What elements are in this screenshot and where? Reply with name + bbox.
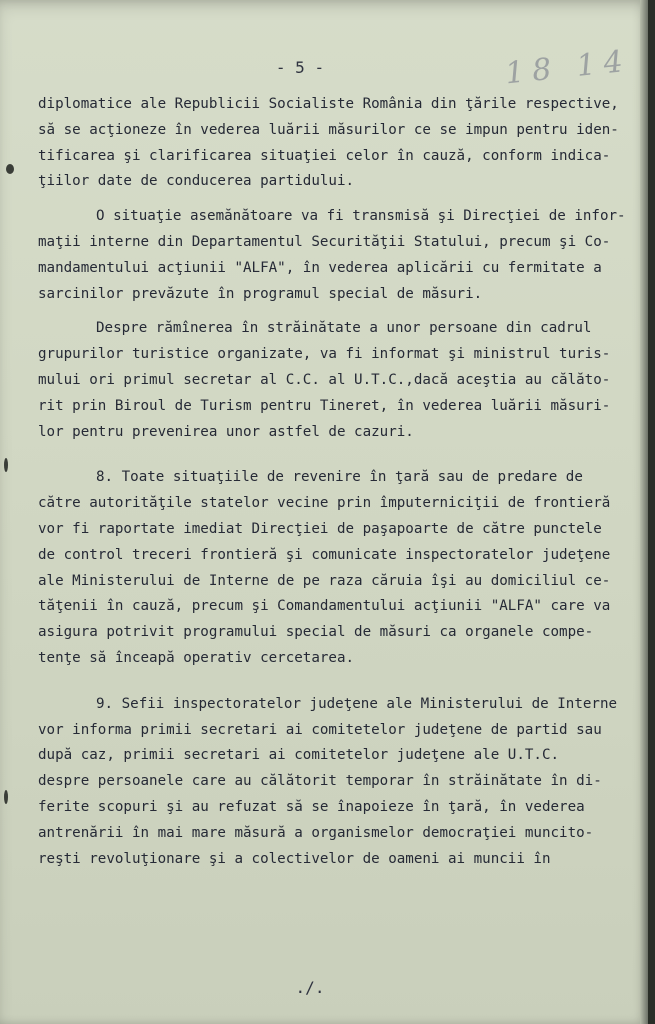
- text-line: Despre rămînerea în străinătate a unor persoane din cadrul: [96, 320, 592, 337]
- text-line: asigura potrivit programului special de măsuri ca organele compe-: [38, 624, 594, 641]
- punch-hole-mark: [4, 458, 8, 472]
- paragraph-gap: [38, 195, 648, 204]
- text-line: tificarea şi clarificarea situaţiei celor în cauză, conform indica-: [38, 147, 611, 164]
- paragraph-gap: [38, 672, 648, 692]
- text-line: ferite scopuri şi au refuzat să se înapoieze în ţară, în vederea: [38, 798, 585, 815]
- paragraph: [38, 316, 648, 445]
- text-line: sarcinilor prevăzute în programul special de măsuri.: [38, 285, 483, 302]
- text-line: maţii interne din Departamentul Securităţii Statului, precum şi Co-: [38, 233, 611, 250]
- text-line: de control treceri frontieră şi comunicate inspectoratelor judeţene: [38, 546, 611, 563]
- text-line: rit prin Biroul de Turism pentru Tineret, în vederea luării măsuri-: [38, 397, 611, 414]
- text-line: antrenării în mai mare măsură a organismelor democraţiei muncito-: [38, 824, 594, 841]
- page-number: - 5 -: [275, 58, 325, 77]
- paragraph: [38, 92, 648, 195]
- text-line: tenţe să înceapă operativ cercetarea.: [38, 649, 355, 666]
- text-line: ţiilor date de conducerea partidului.: [38, 173, 355, 190]
- text-line: către autorităţile statelor vecine prin împuterniciţii de frontieră: [38, 495, 611, 512]
- text-line: despre persoanele care au călătorit temporar în străinătate în di-: [38, 773, 602, 790]
- text-line: tăţenii în cauză, precum şi Comandamentului acţiunii "ALFA" care va: [38, 598, 611, 615]
- text-line: vor fi raportate imediat Direcţiei de paşapoarte de către punctele: [38, 520, 602, 537]
- text-line: diplomatice ale Republicii Socialiste România din ţările respective,: [38, 96, 619, 112]
- paragraph: [38, 692, 648, 873]
- text-line: după caz, primii secretari ai comitetelor judeţene ale U.T.C.: [38, 747, 560, 764]
- paragraph: [38, 465, 648, 671]
- paragraph-gap: [38, 445, 648, 465]
- punch-hole-mark: [6, 164, 14, 174]
- handwritten-annotation: 18 14: [503, 43, 633, 92]
- text-line: lor pentru prevenirea unor astfel de cazuri.: [38, 423, 414, 440]
- text-line: mului ori primul secretar al C.C. al U.T.C.,dacă aceştia au călăto-: [38, 371, 611, 388]
- paragraph-gap: [38, 307, 648, 316]
- continuation-mark: ./.: [295, 978, 325, 997]
- paragraph: [38, 204, 648, 307]
- text-line: O situaţie asemănătoare va fi transmisă şi Direcţiei de infor-: [96, 208, 626, 225]
- text-line: vor informa primii secretari ai comitetelor judeţene de partid sau: [38, 721, 602, 738]
- text-line: mandamentului acţiunii "ALFA", în vederea aplicării cu fermitate a: [38, 259, 602, 276]
- text-line: reşti revoluţionare şi a colectivelor de oameni ai muncii în: [38, 850, 551, 867]
- punch-hole-mark: [4, 790, 8, 804]
- document-body: [38, 92, 648, 872]
- text-line: să se acţioneze în vederea luării măsurilor ce se impun pentru iden-: [38, 121, 619, 138]
- text-line: 8. Toate situaţiile de revenire în ţară sau de predare de: [96, 469, 583, 486]
- text-line: grupurilor turistice organizate, va fi informat şi ministrul turis-: [38, 346, 611, 363]
- text-line: ale Ministerului de Interne de pe raza căruia îşi au domiciliul ce-: [38, 572, 611, 589]
- text-line: 9. Sefii inspectoratelor judeţene ale Ministerului de Interne: [96, 695, 618, 712]
